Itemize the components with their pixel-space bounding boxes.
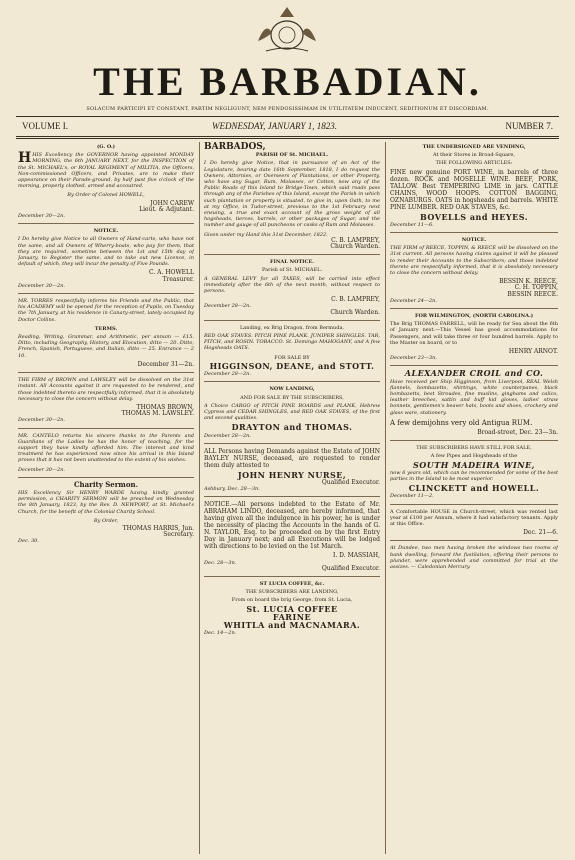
brown-lawsley-date: December 30—2n.	[18, 417, 65, 424]
masthead-rule-bottom-2	[16, 138, 559, 139]
general-order-by: By Order of Colonel HOWELL,	[67, 192, 145, 199]
south-madeira-wine-item: SOUTH MADEIRA WINE,	[413, 459, 535, 470]
charity-sermon-heading: Charity Sermon.	[73, 479, 139, 489]
final-notice-title: Church Warden.	[330, 308, 380, 316]
column-2	[204, 142, 380, 854]
general-order-heading: (G. O.)	[96, 144, 116, 150]
final-notice-date: December 28—2n.	[204, 303, 251, 310]
henry-arnot-signature: HENRY ARNOT.	[508, 348, 558, 356]
academy-terms-list: Reading, Writing, Grammar, and Arithmetic, per annum — £15. Ditto, including Geography, History, and Elocution, ditto — 20. Ditto, French, Spanish, Portuguese, and Italian, ditto — 25. Entrance — 2 10.	[18, 334, 194, 359]
cantelo-notice-body: MR. CANTELO returns his sincere thanks to the Parents and Guardians of the Ladies he has the honor of teaching, for the support they have kindly afforded him. The interest and kind treatment he has experienced now since his arrival in this Island proves that it has not been unattended to the extent of his wishes.	[18, 432, 194, 464]
church-warden-signature: C. B. LAMPREY,	[331, 236, 380, 244]
antigua-rum-body: A few demijohns very old Antigua RUM.	[390, 418, 533, 427]
brig-dragon-subheading: Landing, ex Brig Dragon, from Bermuda,	[239, 324, 345, 331]
final-notice-heading: FINAL NOTICE.	[269, 259, 315, 266]
brig-dragon-date: December 28—2n.	[204, 371, 251, 378]
final-notice-parish: Parish of St. MICHAEL.	[262, 267, 322, 274]
charity-sermon-date: Dec. 30.	[18, 538, 39, 545]
antigua-rum-date: Broad-street, Dec. 23—3n.	[477, 428, 558, 436]
general-order-date: December 30—2n.	[18, 213, 65, 220]
church-warden-title: Church Warden.	[330, 243, 380, 251]
treasurer-signature: C. A. HOWELL	[148, 269, 194, 277]
higginson-deane-stott-signature: HIGGINSON, DEANE, and STOTT.	[209, 360, 375, 371]
drayton-thomas-signature: DRAYTON and THOMAS.	[231, 422, 353, 433]
reece-notice-body: THE FIRM of REECE, TOPPIN, & REECE will be dissolved on the 31st current. All persons having claims against it will be pleased to render their Accounts to the Subscribers; and those indebted thereto are respectfully informed, that it is absolutely necessary to close the concern without delay.	[390, 245, 558, 277]
nurse-estate-title: Qualified Executor.	[321, 478, 380, 486]
column-divider-1	[199, 142, 200, 854]
reece-notice-date: December 24—2n.	[390, 297, 437, 304]
lawsley-signature: THOMAS M. LAWSLEY.	[121, 410, 194, 418]
toppin-signature: C. H. TOPPIN,	[514, 284, 558, 292]
column-3	[390, 142, 558, 854]
charity-sermon-signature: THOMAS HARRIS, Jun.	[122, 524, 194, 532]
st-lucia-coffee-body: From on board the brig George, from St. Lucia,	[231, 597, 353, 604]
bovells-subheading-2: THE FOLLOWING ARTICLES:	[435, 160, 513, 167]
now-landing-body: A Choice CARGO of PITCH PINE BOARDS and PLANK, Hebrew Cypress and CEDAR SHINGLES, and RED OAK STAVES, of the first and second qualities.	[204, 402, 380, 422]
masthead-motto: SOLACUM PARTICIPI ET CONSTANT, PARTIM NEGLIGUNT, NEM PENDOSISSIMAM IN UTILITATEM INDUCENT, SEDITIONUM ET DISCORDIAM.	[86, 106, 489, 112]
issue-number: NUMBER 7.	[505, 121, 553, 131]
madeira-date: December 11—2.	[390, 493, 434, 500]
nurse-estate-date: Ashbury, Dec. 28—3n.	[204, 486, 260, 493]
croil-heading: ALEXANDER CROIL and CO.	[404, 368, 544, 379]
st-lucia-coffee-date: Dec. 14—2n.	[204, 630, 237, 637]
clinckett-howell-signature: CLINCKETT and HOWELL.	[408, 483, 540, 494]
madeira-subheading: THE SUBSCRIBERS HAVE STILL FOR SALE,	[416, 445, 532, 452]
now-landing-subheading: AND FOR SALE BY THE SUBSCRIBERS,	[240, 394, 344, 401]
treasurer-title: Treasurer.	[162, 275, 194, 283]
madeira-body: A few Pipes and Hogsheads of the	[430, 453, 518, 460]
brig-dragon-list: RED OAK STAVES. PITCH PINE PLANK. JUNIPER SHINGLES. TAR, PITCH, and ROSIN. TOBACCO. St. Domingo MAHOGANY, and A few Hogsheads OATS.	[204, 333, 380, 352]
nurse-estate-signature: JOHN HENRY NURSE,	[237, 469, 347, 480]
brown-signature: THOMAS BROWN,	[136, 403, 194, 411]
charity-sermon-title: Secretary.	[163, 531, 194, 539]
now-landing-date: December 28—2n.	[204, 432, 251, 439]
academy-notice-body: MR. TORRES respectfully informs his Friends and the Public, that his ACADEMY will be opened for the reception of Pupils, on Tuesday the 7th January, at his residence in Canary-street, lately occupied by Doctor Collins.	[18, 298, 194, 323]
now-landing-heading: NOW LANDING,	[269, 386, 315, 393]
dundee-news-body: At Dundee, two men having broken the windows two rooms of bank dwelling, forward the fustilation, offering their persons to plunder, were apprehended and committed for trial at the assizes. — Caledonian Mercury.	[390, 545, 558, 570]
column-divider-2	[385, 142, 386, 854]
dateline	[16, 120, 559, 134]
academy-terms-heading: TERMS.	[94, 325, 118, 332]
lindo-estate-signature: I. D. MASSIAH,	[332, 552, 380, 560]
treasurer-notice-heading: NOTICE.	[93, 228, 119, 235]
general-order-signature: JOHN CAREW	[150, 199, 194, 207]
crest-emblem-icon	[252, 5, 322, 55]
wilmington-body: The Brig THOMAS FARRELL, will be ready for Sea about the 6th of January next.—This Vessel has good accommodations for Passengers, and will take three or four hundred barrels. Apply to the Master on board, or to	[390, 321, 558, 346]
issue-date: WEDNESDAY, JANUARY 1, 1823.	[212, 121, 338, 131]
house-for-rent-body: A Comfortable HOUSE in Church-street, which was rented last year at £100 per Annum, where it had satisfactory tenants. Apply at this Office.	[390, 508, 558, 527]
brig-dragon-forsale: FOR SALE BY	[274, 354, 310, 361]
bessin-reece-signature: BESSIN REECE.	[507, 290, 558, 298]
parish-subheading: PARISH OF St. MICHAEL.	[255, 152, 329, 159]
final-notice-body: A GENERAL LEVY for all TAXES, will be carried into effect immediately after the 6th of the next month, without respect to persons.	[204, 275, 380, 295]
charity-sermon-by: By Order,	[93, 517, 119, 524]
treasurer-notice-date: December 30—2n.	[18, 282, 65, 289]
newspaper-title: THE BARBADIAN.	[93, 59, 482, 104]
bovells-date: December 11—6.	[390, 221, 434, 228]
bovells-subheading: At their Stores in Broad-Square,	[433, 152, 515, 159]
st-lucia-coffee-heading: ST LUCIA COFFEE, &c.	[259, 580, 325, 587]
bovells-list: FINE new genuine PORT WINE, in barrels of three dozen. ROCK and MOSELLE WINE. BEEF, PORK, TALLOW. Best TEMPERING LIME in jars. CATTLE CHAINS, WOOD HOOPS. COTTON BAGGING, OZNABURGS. OATS in hogsheads and barrels. WHITE PINE LUMBER. RED OAK STAVES, &c.	[390, 168, 558, 211]
column-1	[18, 142, 194, 854]
general-order-body: HHIS Excellency the GOVERNOR having appointed MONDAY MORNING, the 6th JANUARY NEXT, for the INSPECTION of the St. MICHAEL's, or ROYAL REGIMENT of MILITIA, the Officers, Non-commissioned Officers, and Privates, are to make their appearance on their Parade-ground, by half past five o'clock of the morning, properly clothed, armed and accoutred.	[18, 150, 194, 190]
bovells-heyes-signature: BOVELLS and HEYES.	[420, 211, 528, 222]
nurse-estate-body: ALL Persons having Demands against the Estate of JOHN BAYLEY NURSE, deceased, are requested to render them duly attested to	[204, 447, 380, 469]
lindo-estate-date: Dec. 28—3n.	[204, 559, 237, 566]
madeira-body-2: now 6 years old, which can be recommended for some of the best parties in the Island to be most superior.	[390, 469, 558, 482]
lindo-estate-title: Qualified Executor.	[321, 564, 380, 572]
croil-body: Have received per Ship Higginson, from Liverpool, REAL Welsh flannels, bombazetts, shirtings, white counterpanes, black bombazetts, best Stroudes, fine muslins, ginghams and calico, leather breeches, sattin and buff kid gloves, ladies' straw bonnets, gentlemen's beaver hats, boots and shoes, crockery and glass ware, stationery.	[390, 378, 558, 416]
reece-notice-heading: NOTICE.	[461, 237, 487, 244]
house-for-rent-date: Dec. 21—6.	[523, 529, 558, 537]
treasurer-notice-body: I Do hereby give Notice to all Owners of Hand-carts, who have not the same, and all Owners of Wherry-boats, who pay for them, that they are required, sometime between the 1st and 15th day of January, to Register the same, and to take out new Licence, in default of which, they will incur the penalty of Five Pounds.	[18, 236, 194, 268]
farine-item: FARINE	[272, 611, 312, 622]
wilmington-date: December 23—3n.	[390, 355, 437, 362]
masthead-rule-bottom	[16, 136, 559, 137]
st-lucia-coffee-subheading: THE SUBSCRIBERS ARE LANDING,	[245, 589, 339, 596]
church-warden-notice-body: I Do hereby give Notice, that in pursuance of an Act of the Legislature, bearing date 16th September, 1818, I do request the Owners, Attornies, or Overseers of Plantations, or other Property, who have any Sugar, Rum, Molasses, or Cotton, now any of the Public Roads of this Island to Bridge-Town, which said roads pass through any of the Parishes of this Island, except the Parish in which such plantation or property is situated, to give in, upon Oath, to me at my Office, in Tudor-street, previous to the 1st February next ensuing, a true and exact account of the gross weight of all hogsheads, tierces, barrels, or other packages of Sugar, and the number and gauge of all puncheons or casks of Rum and Molasses.	[204, 160, 380, 229]
wilmington-heading: FOR WILMINGTON, (NORTH CAROLINA.)	[414, 313, 534, 320]
whitla-macnamara-signature: WHITLA and MACNAMARA.	[223, 619, 361, 630]
bessin-k-reece-signature: BESSIN K. REECE,	[499, 278, 558, 286]
church-warden-given: Given under my Hand this 31st December, 1822.	[204, 231, 328, 238]
volume-label: VOLUME I.	[22, 121, 68, 131]
bovells-heading: THE UNDERSIGNED ARE VENDING,	[422, 144, 526, 150]
lindo-estate-body: NOTICE.—All persons indebted to the Estate of Mr. ABRAHAM LINDO, deceased, are hereby informed, that having given all the indulgence in his power, he is under the necessity of placing the Accounts in the hands of G. N. TAYLOR, Esq. to be proceeded on by the first Entry Day in January next; and all Executions will be lodged with directions to be levied on the 1st March.	[204, 501, 380, 551]
st-lucia-coffee-item: St. LUCIA COFFEE	[246, 603, 338, 614]
final-notice-signature: C. B. LAMPREY,	[331, 296, 380, 304]
masthead-rule-top	[16, 116, 559, 117]
academy-notice-date: December 31—2n.	[137, 360, 194, 368]
cantelo-notice-date: December 30—2n.	[18, 466, 65, 473]
brown-lawsley-notice-body: THE FIRM of BROWN and LAWSLEY will be dissolved on the 31st instant. All Accounts against it are requested to be rendered, and those indebted thereto are respectfully informed, that it is absolutely necessary to close the concern without delay.	[18, 377, 194, 402]
barbados-heading: BARBADOS,	[204, 142, 266, 152]
general-order-title: Lieut. & Adjutant.	[139, 205, 194, 213]
charity-sermon-body: HIS Excellency Sir HENRY WARDE having kindly granted permission, a CHARITY SERMON will be preached on Wednesday the 8th January, 1823, by the Rev. D. NEWPORT, at St. Michael's Church, for the benefit of the Colonial Charity School.	[18, 489, 194, 515]
